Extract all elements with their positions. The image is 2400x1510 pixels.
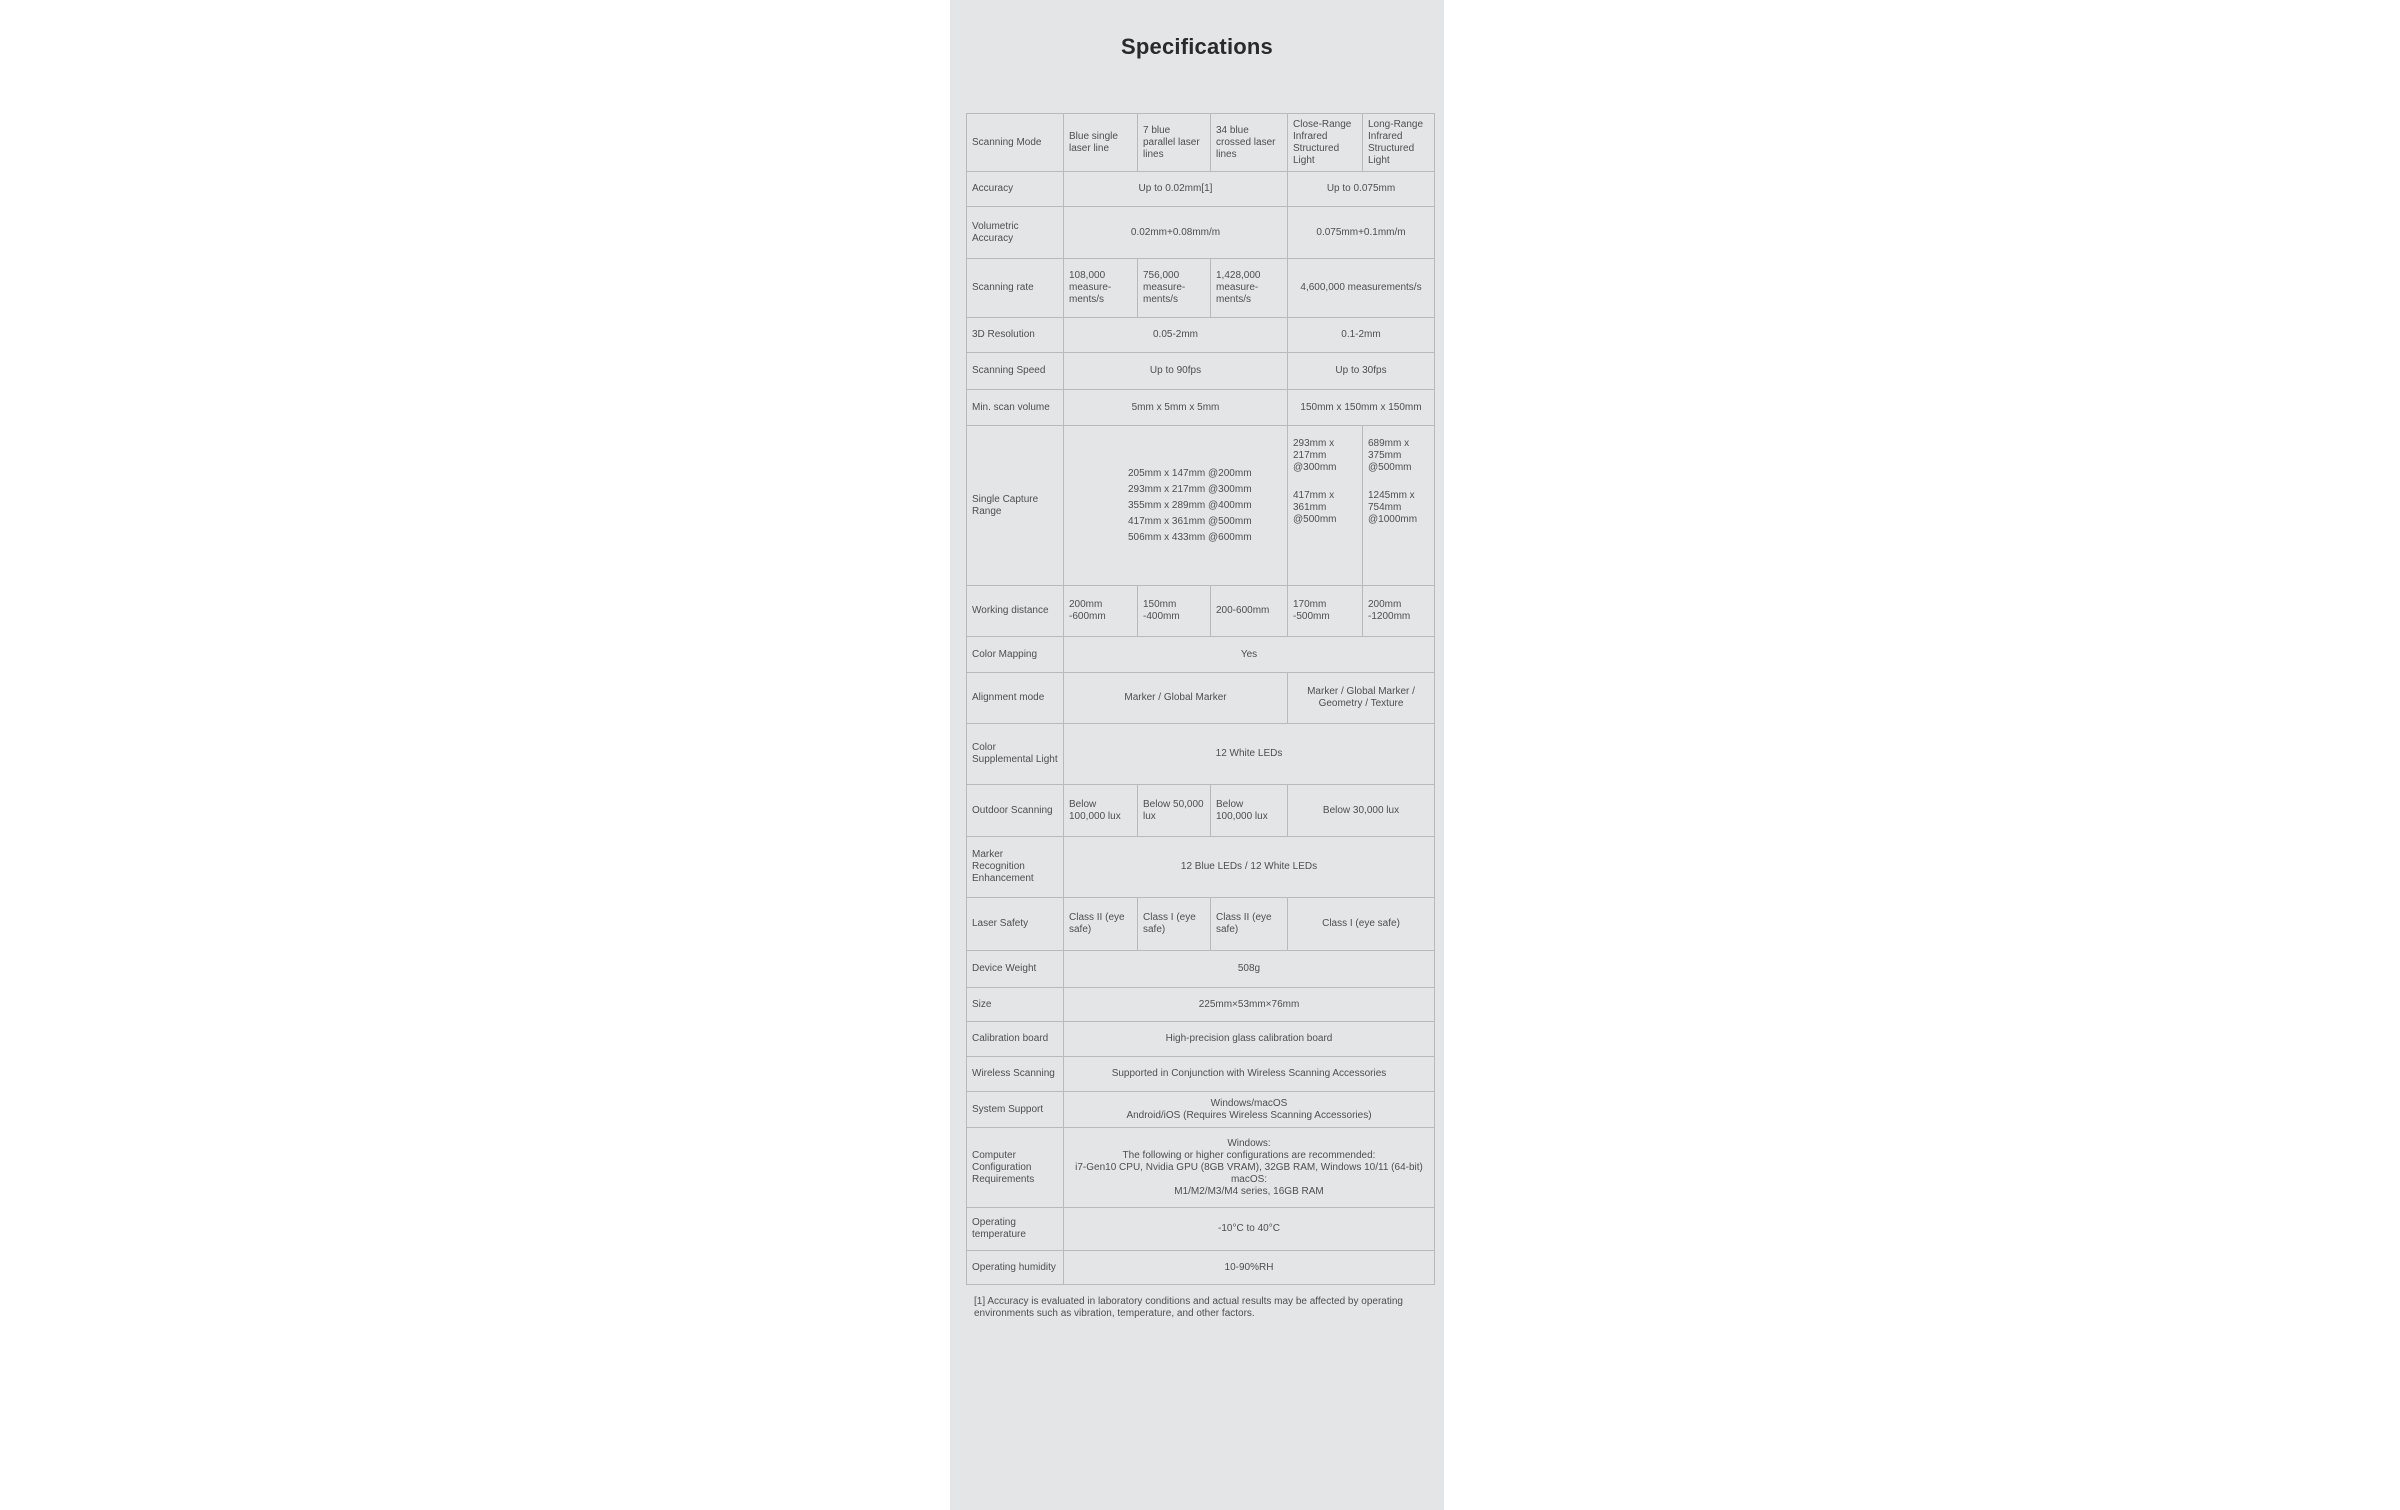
value-cell: 5mm x 5mm x 5mm — [1064, 390, 1288, 426]
row-label: Marker Recognition Enhancement — [967, 837, 1064, 898]
mode-cell: Long-Range Infrared Structured Light — [1363, 114, 1435, 172]
row-label: Operating humidity — [967, 1251, 1064, 1285]
row-label: Outdoor Scanning — [967, 785, 1064, 837]
value-cell: Class I (eye safe) — [1288, 898, 1435, 951]
table-row — [967, 426, 1435, 586]
value-cell — [1064, 1128, 1435, 1208]
value-cell: 170mm -500mm — [1288, 586, 1363, 637]
value-cell: 0.1-2mm — [1288, 318, 1435, 353]
range-item: 417mm x 361mm @500mm — [1128, 515, 1252, 527]
table-row — [967, 318, 1435, 353]
accuracy-footnote: [1] Accuracy is evaluated in laboratory conditions and actual results may be affected by operating environments such as vibration, temperature, and other factors. — [974, 1296, 1403, 1319]
row-label: Computer Configuration Requirements — [967, 1128, 1064, 1208]
value-cell: 0.05-2mm — [1064, 318, 1288, 353]
mode-cell: Blue single laser line — [1064, 114, 1138, 172]
value-cell: 225mm×53mm×76mm — [1064, 988, 1435, 1022]
row-label: Scanning Mode — [967, 114, 1064, 172]
table-row — [967, 785, 1435, 837]
table-row — [967, 1022, 1435, 1057]
value-cell: Below 30,000 lux — [1288, 785, 1435, 837]
range-item: 293mm x 217mm @300mm — [1128, 483, 1252, 495]
config-line: The following or higher configurations are recommended: — [1122, 1149, 1376, 1161]
row-label: Calibration board — [967, 1022, 1064, 1057]
table-row — [967, 207, 1435, 259]
value-cell — [1064, 426, 1288, 586]
value-cell: Up to 30fps — [1288, 353, 1435, 390]
value-cell: 0.02mm+0.08mm/m — [1064, 207, 1288, 259]
table-row — [967, 1092, 1435, 1128]
row-label: Color Supplemental Light — [967, 724, 1064, 785]
value-cell: 200-600mm — [1211, 586, 1288, 637]
range-item: 293mm x 217mm @300mm — [1293, 438, 1337, 473]
row-label: Scanning Speed — [967, 353, 1064, 390]
value-cell: 508g — [1064, 951, 1435, 988]
table-row — [967, 1251, 1435, 1285]
system-line: Windows/macOS — [1210, 1097, 1288, 1109]
value-cell: Class I (eye safe) — [1138, 898, 1211, 951]
range-item: 355mm x 289mm @400mm — [1128, 499, 1252, 511]
value-cell: Below 50,000 lux — [1138, 785, 1211, 837]
value-cell: 200mm -600mm — [1064, 586, 1138, 637]
mode-cell: 7 blue parallel laser lines — [1138, 114, 1211, 172]
value-cell: 756,000 measure-ments/s — [1138, 259, 1211, 318]
table-row — [967, 837, 1435, 898]
row-label: Wireless Scanning — [967, 1057, 1064, 1092]
value-cell: 1,428,000 measure-ments/s — [1211, 259, 1288, 318]
row-label: System Support — [967, 1092, 1064, 1128]
config-line: Windows: — [1227, 1137, 1271, 1149]
table-row — [967, 988, 1435, 1022]
range-item: 506mm x 433mm @600mm — [1128, 531, 1252, 543]
row-label: Operating temperature — [967, 1208, 1064, 1251]
value-cell: 150mm -400mm — [1138, 586, 1211, 637]
row-label: Alignment mode — [967, 673, 1064, 724]
row-label: Single Capture Range — [967, 426, 1064, 586]
table-row — [967, 259, 1435, 318]
value-cell: 12 Blue LEDs / 12 White LEDs — [1064, 837, 1435, 898]
value-cell — [1064, 1092, 1435, 1128]
table-row — [967, 951, 1435, 988]
value-cell: 0.075mm+0.1mm/m — [1288, 207, 1435, 259]
value-cell — [1288, 426, 1363, 586]
value-cell: 12 White LEDs — [1064, 724, 1435, 785]
value-cell: 10-90%RH — [1064, 1251, 1435, 1285]
table-row — [967, 898, 1435, 951]
config-line: i7-Gen10 CPU, Nvidia GPU (8GB VRAM), 32GB RAM, Windows 10/11 (64-bit) — [1075, 1161, 1423, 1173]
value-cell: Up to 0.02mm[1] — [1064, 172, 1288, 207]
mode-cell: Close-Range Infrared Structured Light — [1288, 114, 1363, 172]
value-cell: Up to 90fps — [1064, 353, 1288, 390]
row-label: 3D Resolution — [967, 318, 1064, 353]
range-item: 205mm x 147mm @200mm — [1128, 467, 1252, 479]
range-item: 417mm x 361mm @500mm — [1293, 490, 1337, 525]
row-label: Scanning rate — [967, 259, 1064, 318]
range-item: 1245mm x 754mm @1000mm — [1368, 490, 1418, 525]
row-label: Size — [967, 988, 1064, 1022]
row-label: Min. scan volume — [967, 390, 1064, 426]
spec-table — [966, 113, 1435, 1285]
table-row — [967, 1128, 1435, 1208]
row-label: Accuracy — [967, 172, 1064, 207]
table-row — [967, 724, 1435, 785]
row-label: Color Mapping — [967, 637, 1064, 673]
value-cell: Below 100,000 lux — [1064, 785, 1138, 837]
table-row — [967, 114, 1435, 172]
table-row — [967, 673, 1435, 724]
value-cell: Below 100,000 lux — [1211, 785, 1288, 837]
table-row — [967, 1208, 1435, 1251]
table-row — [967, 172, 1435, 207]
value-cell: 4,600,000 measurements/s — [1288, 259, 1435, 318]
value-cell: Class II (eye safe) — [1211, 898, 1288, 951]
system-line: Android/iOS (Requires Wireless Scanning Accessories) — [1126, 1109, 1372, 1121]
value-cell: Up to 0.075mm — [1288, 172, 1435, 207]
value-cell — [1363, 426, 1435, 586]
table-row — [967, 1057, 1435, 1092]
table-row — [967, 637, 1435, 673]
table-row — [967, 353, 1435, 390]
value-cell: 108,000 measure-ments/s — [1064, 259, 1138, 318]
value-cell: High-precision glass calibration board — [1064, 1022, 1435, 1057]
table-row — [967, 586, 1435, 637]
row-label: Working distance — [967, 586, 1064, 637]
page-title: Specifications — [1121, 34, 1273, 59]
table-row — [967, 390, 1435, 426]
config-line: M1/M2/M3/M4 series, 16GB RAM — [1174, 1185, 1324, 1197]
value-cell: Marker / Global Marker / Geometry / Texture — [1288, 673, 1435, 724]
row-label: Device Weight — [967, 951, 1064, 988]
row-label: Volumetric Accuracy — [967, 207, 1064, 259]
row-label: Laser Safety — [967, 898, 1064, 951]
value-cell: Yes — [1064, 637, 1435, 673]
range-item: 689mm x 375mm @500mm — [1368, 438, 1412, 473]
value-cell: 150mm x 150mm x 150mm — [1288, 390, 1435, 426]
value-cell: 200mm -1200mm — [1363, 586, 1435, 637]
mode-cell: 34 blue crossed laser lines — [1211, 114, 1288, 172]
value-cell: Class II (eye safe) — [1064, 898, 1138, 951]
value-cell: Supported in Conjunction with Wireless Scanning Accessories — [1064, 1057, 1435, 1092]
specifications-panel — [950, 0, 1444, 1510]
config-line: macOS: — [1230, 1173, 1268, 1185]
value-cell: -10°C to 40°C — [1064, 1208, 1435, 1251]
value-cell: Marker / Global Marker — [1064, 673, 1288, 724]
